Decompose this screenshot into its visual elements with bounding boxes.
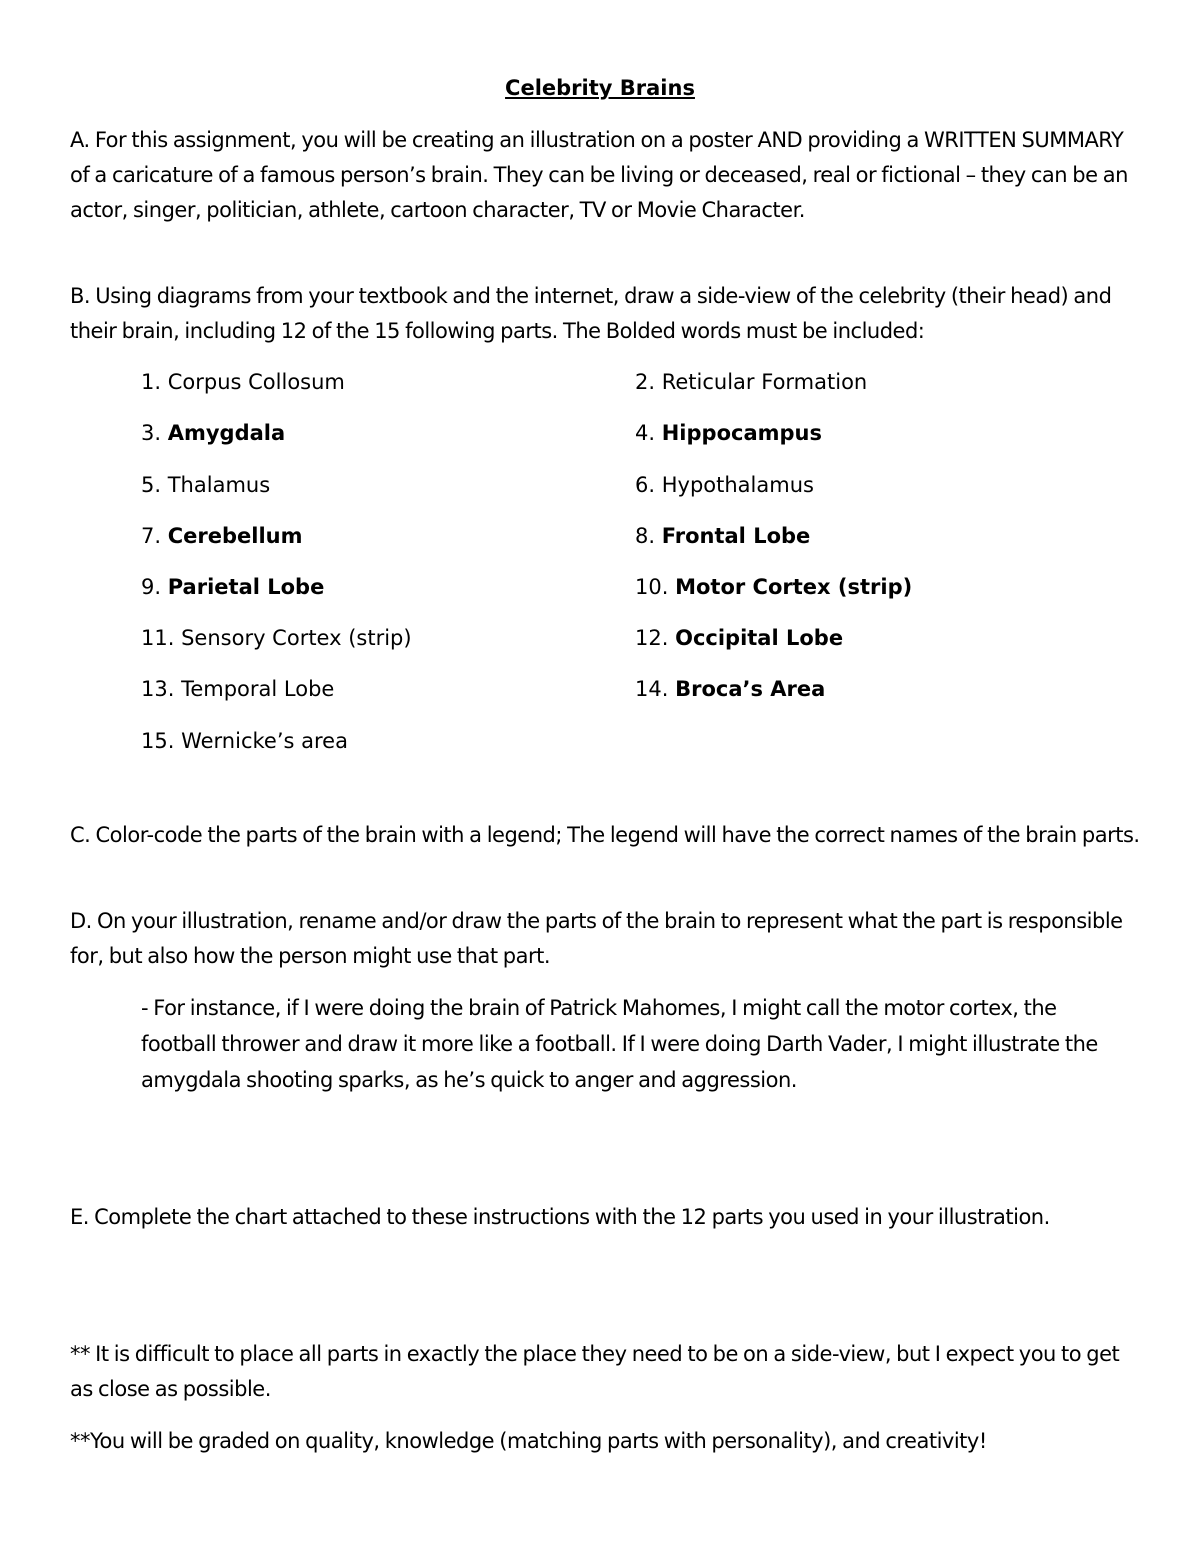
section-b-paragraph: B. Using diagrams from your textbook and the internet, draw a side-view of the celebrity (their head) and their brain, including 12 of the 15 following parts. The Bolded words must be included: [70, 284, 1112, 343]
list-item: 15. Wernicke’s area [141, 729, 348, 753]
section-a-paragraph: A. For this assignment, you will be creating an illustration on a poster AND providing a WRITTEN SUMMARY of a caricature of a famous person’s brain. They can be living or deceased, real or fictional – they can be an actor, singer, politician, athlete, cartoon character, TV or Movie Character. [70, 128, 1128, 222]
list-item: 13. Temporal Lobe [141, 677, 335, 701]
page-title: Celebrity Brains [505, 76, 695, 100]
list-item: 5. Thalamus [141, 473, 271, 497]
list-item: 6. Hypothalamus [635, 473, 814, 497]
note-grading: **You will be graded on quality, knowledge (matching parts with personality), and creativity! [70, 1429, 987, 1453]
list-item: 3. Amygdala [141, 421, 286, 445]
list-item: 11. Sensory Cortex (strip) [141, 626, 412, 650]
list-item: 8. Frontal Lobe [635, 524, 811, 548]
list-item: 10. Motor Cortex (strip) [635, 575, 913, 599]
list-item: 9. Parietal Lobe [141, 575, 325, 599]
list-item: 14. Broca’s Area [635, 677, 826, 701]
section-d-example: - For instance, if I were doing the brain of Patrick Mahomes, I might call the motor cortex, the football thrower and draw it more like a football. If I were doing Darth Vader, I might illustrate the amygdala shooting sparks, as he’s quick to anger and aggression. [141, 996, 1098, 1092]
note-placement: ** It is difficult to place all parts in exactly the place they need to be on a side-view, but I expect you to get as close as possible. [70, 1342, 1120, 1401]
section-e-paragraph: E. Complete the chart attached to these instructions with the 12 parts you used in your illustration. [70, 1205, 1050, 1229]
section-d-paragraph: D. On your illustration, rename and/or draw the parts of the brain to represent what the part is responsible for, but also how the person might use that part. [70, 909, 1123, 968]
list-item: 2. Reticular Formation [635, 370, 868, 394]
list-item: 7. Cerebellum [141, 524, 303, 548]
section-c-paragraph: C. Color-code the parts of the brain with a legend; The legend will have the correct names of the brain parts. [70, 823, 1140, 847]
list-item: 4. Hippocampus [635, 421, 822, 445]
list-item: 1. Corpus Collosum [141, 370, 345, 394]
list-item: 12. Occipital Lobe [635, 626, 844, 650]
